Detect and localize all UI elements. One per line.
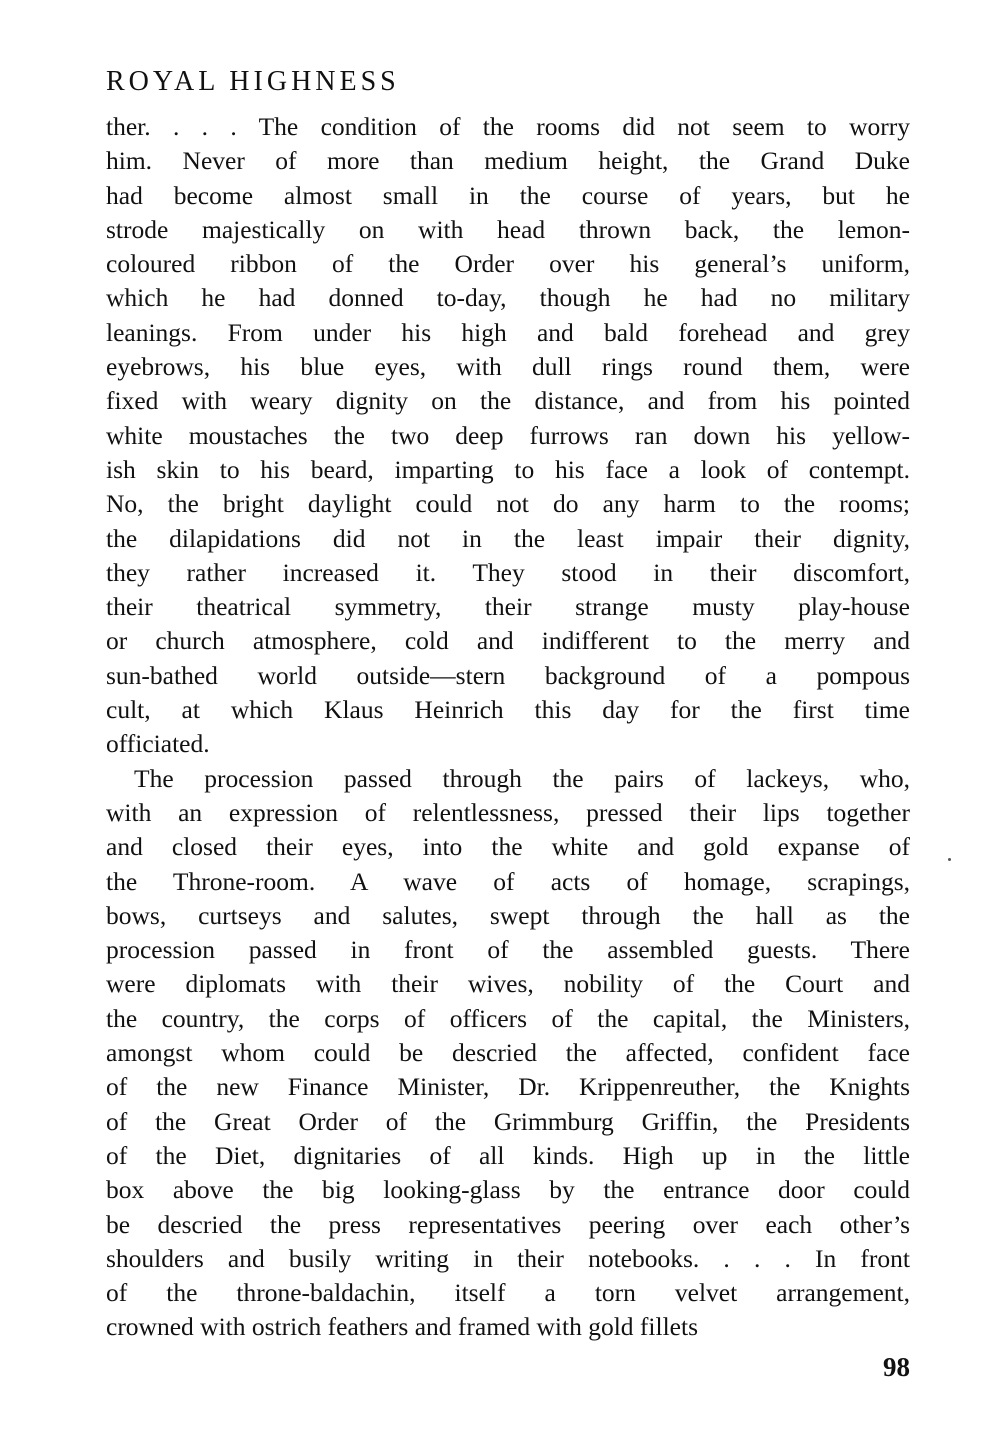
text-line: ther. . . . The condition of the rooms did not seem to worry [106,112,910,141]
text-line: procession passed in front of the assembled guests. There [106,935,910,965]
text-line: white moustaches the two deep furrows ran down his yellow- [106,420,910,450]
text-line: shoulders and busily writing in their notebooks. . . . In front [106,1243,910,1273]
text-line: him. Never of more than medium height, the Grand Duke [106,146,910,176]
text-line: ish skin to his beard, imparting to his face a look of contempt. [106,454,910,484]
text-line: and closed their eyes, into the white and gold expanse of [106,832,910,862]
running-head: ROYAL HIGHNESS [106,66,400,97]
book-page [106,60,910,1390]
text-line: be descried the press representatives peering over each other’s [106,1209,910,1239]
text-line: the dilapidations did not in the least impair their dignity, [106,523,910,553]
text-line: of the Great Order of the Grimmburg Griffin, the Presidents [106,1106,910,1136]
text-line: cult, at which Klaus Heinrich this day for the first time [106,695,910,725]
text-line: officiated. [106,729,210,759]
text-line: the country, the corps of officers of the capital, the Ministers, [106,1003,910,1033]
text-line: crowned with ostrich feathers and framed with gold fillets [106,1312,698,1342]
paragraph-2 [106,762,910,1345]
text-line: box above the big looking-glass by the entrance door could [106,1175,910,1205]
text-line: amongst whom could be descried the affected, confident face [106,1038,910,1068]
text-line: were diplomats with their wives, nobility of the Court and [106,969,910,999]
text-line: or church atmosphere, cold and indifferent to the merry and [106,626,910,656]
text-line: sun-bathed world outside—stern background of a pompous [106,660,910,690]
text-line: strode majestically on with head thrown back, the lemon- [106,214,910,244]
text-line: bows, curtseys and salutes, swept through the hall as the [106,900,910,930]
body-text [106,110,910,1345]
text-line: of the Diet, dignitaries of all kinds. High up in the little [106,1140,910,1170]
margin-speck [948,858,951,861]
text-line: they rather increased it. They stood in their discomfort, [106,557,910,587]
page-number: 98 [883,1352,910,1382]
text-line: with an expression of relentlessness, pressed their lips together [106,797,910,827]
text-line: of the new Finance Minister, Dr. Krippenreuther, the Knights [106,1072,910,1102]
text-line: had become almost small in the course of years, but he [106,180,910,210]
text-line: No, the bright daylight could not do any harm to the rooms; [106,489,910,519]
text-line: fixed with weary dignity on the distance, and from his pointed [106,386,910,416]
text-line: which he had donned to-day, though he had no military [106,283,910,313]
text-line: their theatrical symmetry, their strange musty play-house [106,592,910,622]
paragraph-1 [106,110,910,762]
text-line: The procession passed through the pairs of lackeys, who, [134,763,910,793]
text-line: of the throne-baldachin, itself a torn velvet arrangement, [106,1278,910,1308]
text-line: leanings. From under his high and bald forehead and grey [106,317,910,347]
text-line: eyebrows, his blue eyes, with dull rings round them, were [106,352,910,382]
text-line: coloured ribbon of the Order over his general’s uniform, [106,249,910,279]
text-line: the Throne-room. A wave of acts of homage, scrapings, [106,866,910,896]
